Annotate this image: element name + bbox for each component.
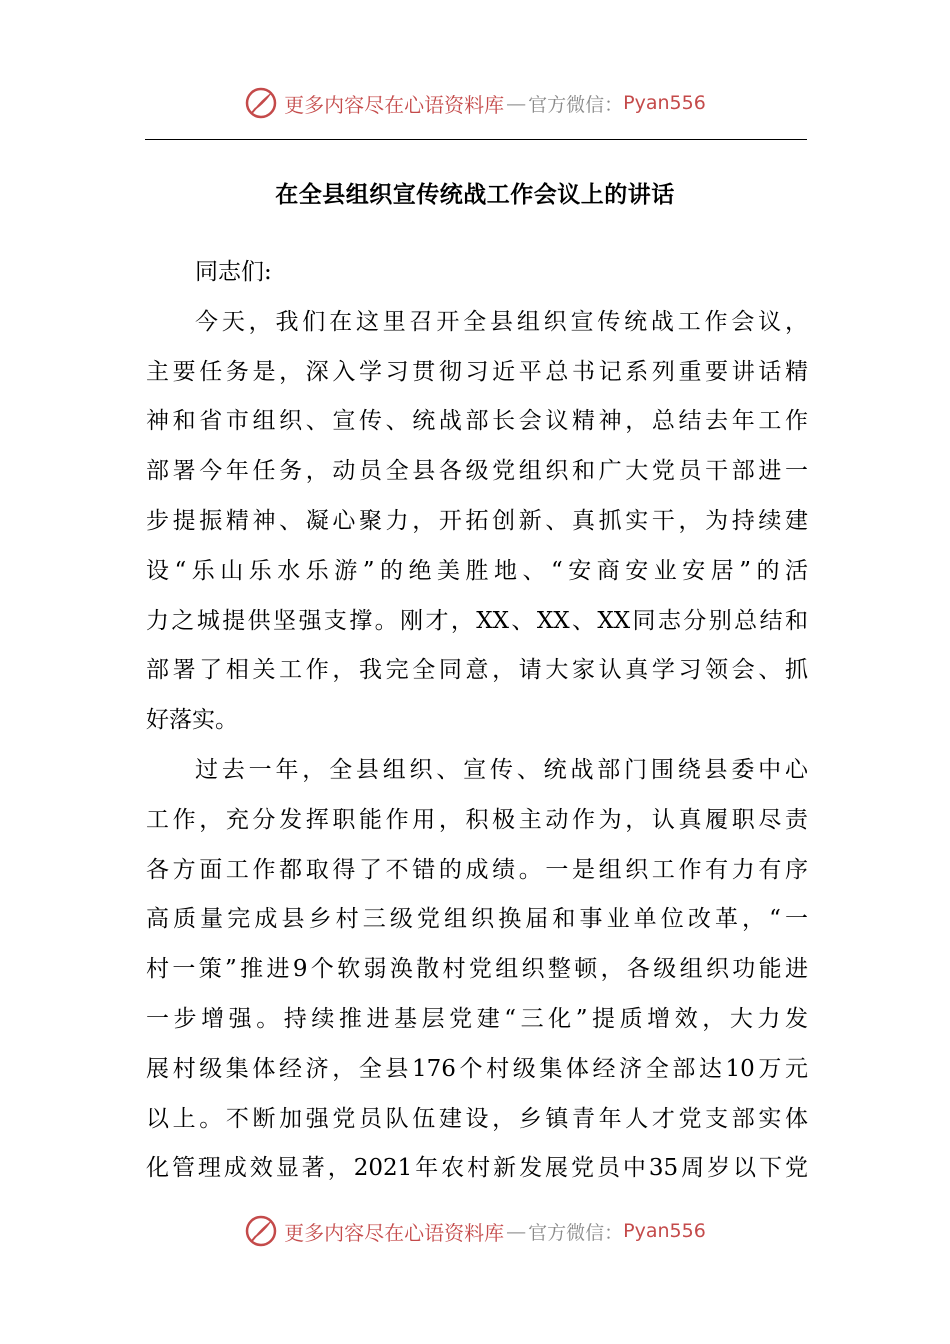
watermark-wechat-id: Pyan556	[623, 1220, 706, 1242]
body-line: 一步增强。持续推进基层党建“三化”提质增效，大力发	[146, 1005, 808, 1032]
quill-pen-icon	[244, 86, 278, 120]
body-line: 神和省市组织、宣传、统战部长会议精神，总结去年工作	[146, 408, 808, 435]
body-line: 化管理成效显著，2021年农村新发展党员中35周岁以下党	[146, 1155, 808, 1182]
body-line: 展村级集体经济，全县176个村级集体经济全部达10万元	[146, 1055, 808, 1082]
header-divider	[145, 139, 807, 140]
body-line: 设“乐山乐水乐游”的绝美胜地、“安商安业安居”的活	[146, 557, 808, 584]
watermark-separator: —	[506, 1219, 527, 1243]
watermark-wechat-id: Pyan556	[623, 92, 706, 114]
body-line: 部署了相关工作，我完全同意，请大家认真学习领会、抓	[146, 657, 808, 684]
body-line: 好落实。	[146, 707, 238, 734]
quill-pen-icon	[244, 1214, 278, 1248]
body-line: 今天，我们在这里召开全县组织宣传统战工作会议，	[195, 308, 808, 335]
document-body	[146, 248, 808, 1194]
watermark-banner	[244, 1214, 706, 1248]
watermark-official-label: 官方微信：	[528, 93, 624, 116]
watermark-banner	[244, 86, 706, 120]
document-title: 在全县组织宣传统战工作会议上的讲话	[275, 181, 675, 208]
body-line: 高质量完成县乡村三级党组织换届和事业单位改革，“一	[146, 906, 808, 933]
body-line: 村一策”推进9个软弱涣散村党组织整顿，各级组织功能进	[146, 956, 808, 983]
watermark-main-text: 更多内容尽在心语资料库	[284, 1220, 505, 1245]
body-line: 力之城提供坚强支撑。刚才，XX、XX、XX同志分别总结和	[146, 607, 808, 634]
watermark-main-text: 更多内容尽在心语资料库	[284, 92, 505, 117]
body-line: 步提振精神、凝心聚力，开拓创新、真抓实干，为持续建	[146, 507, 808, 534]
body-line: 部署今年任务，动员全县各级党组织和广大党员干部进一	[146, 458, 808, 485]
watermark-separator: —	[506, 91, 527, 115]
body-line: 工作，充分发挥职能作用，积极主动作为，认真履职尽责	[146, 806, 808, 833]
body-line: 各方面工作都取得了不错的成绩。一是组织工作有力有序	[146, 856, 808, 883]
body-line: 主要任务是，深入学习贯彻习近平总书记系列重要讲话精	[146, 358, 808, 385]
footer-watermark	[0, 1211, 950, 1251]
salutation: 同志们:	[195, 259, 272, 285]
body-line: 以上。不断加强党员队伍建设，乡镇青年人才党支部实体	[146, 1105, 808, 1132]
body-line: 过去一年，全县组织、宣传、统战部门围绕县委中心	[195, 756, 808, 783]
watermark-official-label: 官方微信：	[528, 1221, 624, 1244]
header-watermark	[0, 83, 950, 123]
